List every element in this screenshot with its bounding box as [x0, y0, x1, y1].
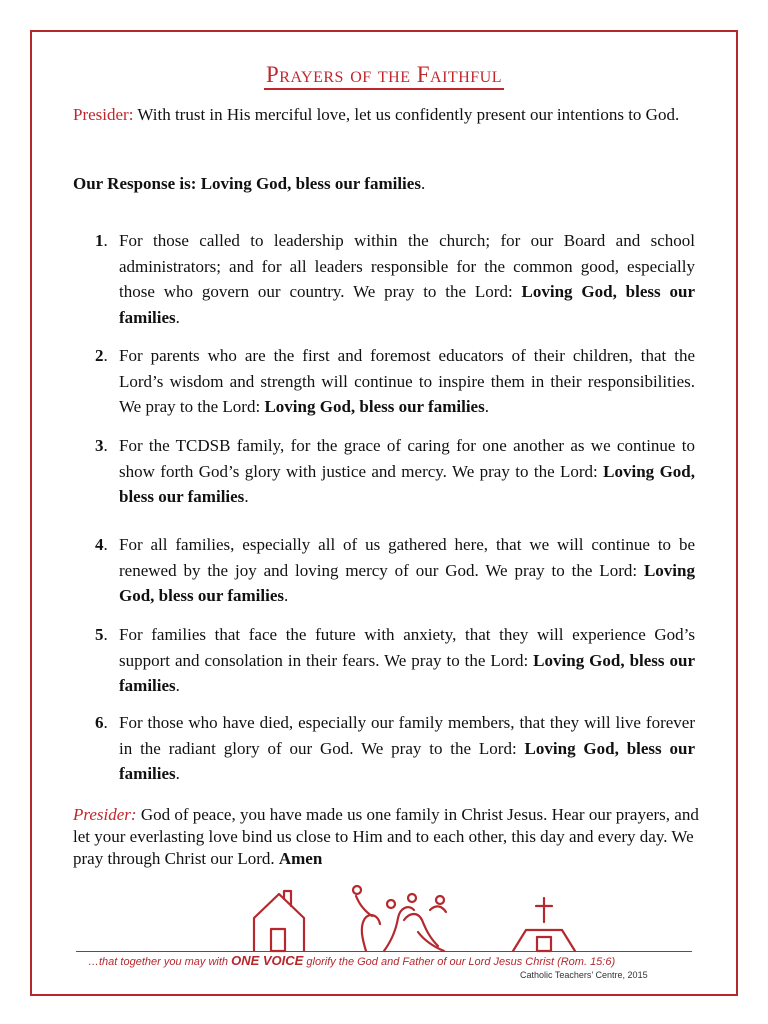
people-icon	[353, 886, 446, 951]
intention-text: For parents who are the first and foremost educators of their children, that the Lord’s wisdom and strength will continue to inspire them in their responsibilities. We pray to the Lord:	[119, 346, 695, 416]
intention-text: For families that face the future with anxiety, that they will experience God’s support and consolation in their fears. We pray to the Lord:	[119, 625, 695, 670]
response-end: .	[420, 174, 426, 193]
intention-response: Loving God, bless our families	[119, 560, 695, 605]
intention-text: For the TCDSB family, for the grace of caring for one another as we continue to show forth God’s glory with justice and mercy. We pray to the Lord:	[119, 436, 695, 481]
intention-number: 3	[95, 436, 104, 455]
amen-text: Amen	[278, 849, 323, 868]
response-text: Loving God, bless our families	[200, 174, 421, 193]
intention-text: For those called to leadership within the church; for our Board and school administrators; and for all leaders responsible for the common good, especially those who govern our country. We pray to the Lord:	[119, 231, 695, 301]
intention-text: For those who have died, especially our family members, that they will live forever in the radiant glory of our God. We pray to the Lord:	[119, 713, 695, 758]
intention-number: 1	[95, 231, 104, 250]
opening-text: With trust in His merciful love, let us confidently present our intentions to God.	[133, 105, 680, 124]
presider-label: Presider:	[73, 105, 134, 124]
intention-response: Loving God, bless our families	[119, 461, 695, 506]
intention-response: Loving God, bless our families	[119, 650, 695, 695]
intention-number: 4	[95, 535, 104, 554]
intention-text: For all families, especially all of us gathered here, that we will continue to be renewed by the joy and loving mercy of our God. We pray to the Lord:	[119, 535, 695, 580]
page-title: Prayers of the Faithful	[0, 62, 768, 88]
footer-divider	[76, 951, 692, 952]
intention-number: 2	[95, 346, 104, 365]
closing-text: God of peace, you have made us one family in Christ Jesus. Hear our prayers, and let your everlasting love bind us close to Him and to each other, this day and every day. We pray through Christ our Lord.	[73, 805, 699, 868]
intention-number: 6	[95, 713, 104, 732]
one-voice-text: ONE VOICE	[231, 953, 304, 968]
credit-text: Catholic Teachers’ Centre, 2015	[520, 970, 648, 980]
intention-response: Loving God, bless our families	[264, 397, 485, 416]
intention-response: Loving God, bless our families	[119, 282, 695, 327]
footer-verse: …that together you may with ONE VOICE glorify the God and Father of our Lord Jesus Christ (Rom. 15:6)	[88, 953, 616, 968]
response-intro: Our Response is:	[73, 174, 201, 193]
intention-number: 5	[95, 625, 104, 644]
intention-response: Loving God, bless our families	[119, 738, 696, 783]
house-icon	[254, 891, 304, 951]
presider-label: Presider:	[73, 805, 137, 824]
church-icon	[513, 898, 575, 951]
